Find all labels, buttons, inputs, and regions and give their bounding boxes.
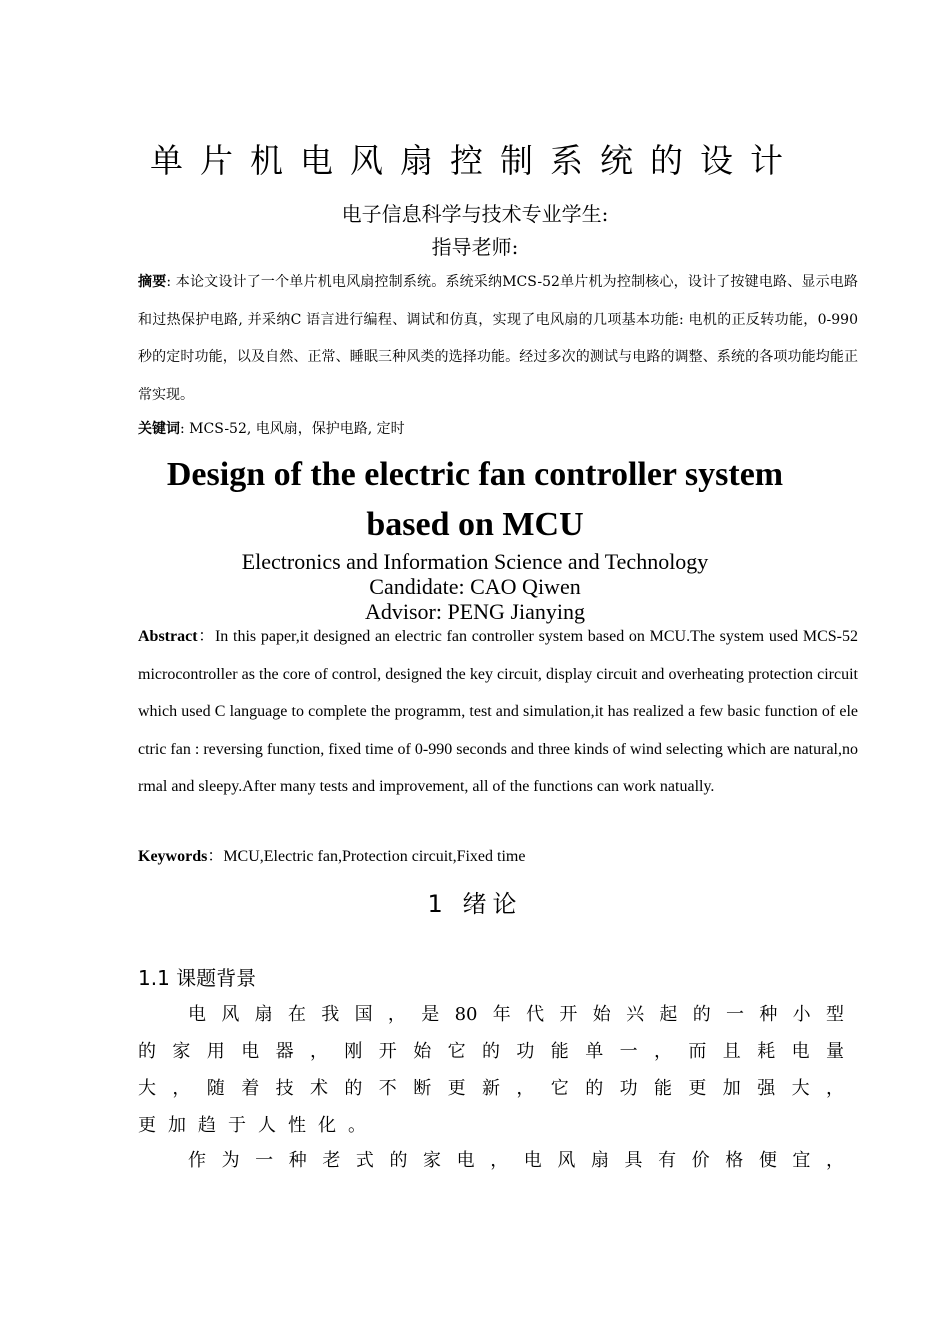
english-title-line-1: Design of the electric fan controller system bbox=[166, 456, 784, 493]
english-title-line-2: based on MCU bbox=[366, 506, 584, 543]
chinese-abstract-label: 摘要 bbox=[138, 274, 167, 290]
english-keywords bbox=[138, 844, 525, 870]
chinese-title: 单片机电风扇控制系统的设计 bbox=[150, 141, 800, 180]
body-line: 电风扇在我国，是80年代开始兴起的一种小型 bbox=[188, 1004, 844, 1025]
chinese-abstract bbox=[138, 264, 858, 414]
section-heading: 1 绪论 bbox=[427, 890, 523, 918]
chinese-major-line: 电子信息科学与技术专业学生: bbox=[341, 202, 609, 226]
chinese-keywords-label: 关键词 bbox=[138, 421, 180, 437]
english-advisor-line: Advisor: PENG Jianying bbox=[365, 599, 585, 624]
subsection-heading: 1.1 课题背景 bbox=[138, 966, 257, 990]
body-line: 的家用电器，刚开始它的功能单一，而且耗电量 bbox=[138, 1041, 844, 1062]
chinese-keywords-text: : MCS-52, 电风扇，保护电路, 定时 bbox=[180, 421, 405, 437]
body-line: 大，随着技术的不断更新，它的功能更加强大， bbox=[138, 1078, 844, 1099]
english-keywords-label: Keywords bbox=[138, 848, 208, 865]
chinese-advisor-line: 指导老师: bbox=[431, 235, 519, 259]
chinese-keywords bbox=[138, 416, 405, 442]
english-abstract-text: ：In this paper,it designed an electric fan controller system based on MCU.The system used MCS-52 microcontroller as the core of control, designed the key circuit, display circuit and overheating protection circuit which used C language to complete the programm, test and simulation,it has realized a few basic function of electric fan : reversing function, fixed time of 0-990 seconds and three kinds of wind selecting which are natural,normal and sleepy.After many tests and improvement, all of the functions can work natually. bbox=[138, 628, 858, 795]
english-abstract bbox=[138, 618, 858, 806]
english-abstract-label: Abstract bbox=[138, 628, 198, 645]
english-candidate-line: Candidate: CAO Qiwen bbox=[369, 574, 581, 599]
body-line: 更加趋于人性化。 bbox=[138, 1115, 378, 1136]
chinese-abstract-text: : 本论文设计了一个单片机电风扇控制系统。系统采纳MCS-52单片机为控制核心，设计了按键电路、显示电路和过热保护电路, 并采纳C 语言进行编程、调试和仿真，实现了电风扇的几项基本功能: 电机的正反转功能，0-990 秒的定时功能，以及自然、正常、睡眠三种风类的选择功能。经过多次的测试与电路的调整、系统的各项功能均能正常实现。 bbox=[138, 274, 858, 403]
body-line: 作为一种老式的家电，电风扇具有价格便宜， bbox=[188, 1150, 844, 1171]
english-keywords-text: ：MCU,Electric fan,Protection circuit,Fixed time bbox=[207, 848, 526, 865]
english-major-line: Electronics and Information Science and Technology bbox=[241, 549, 709, 574]
